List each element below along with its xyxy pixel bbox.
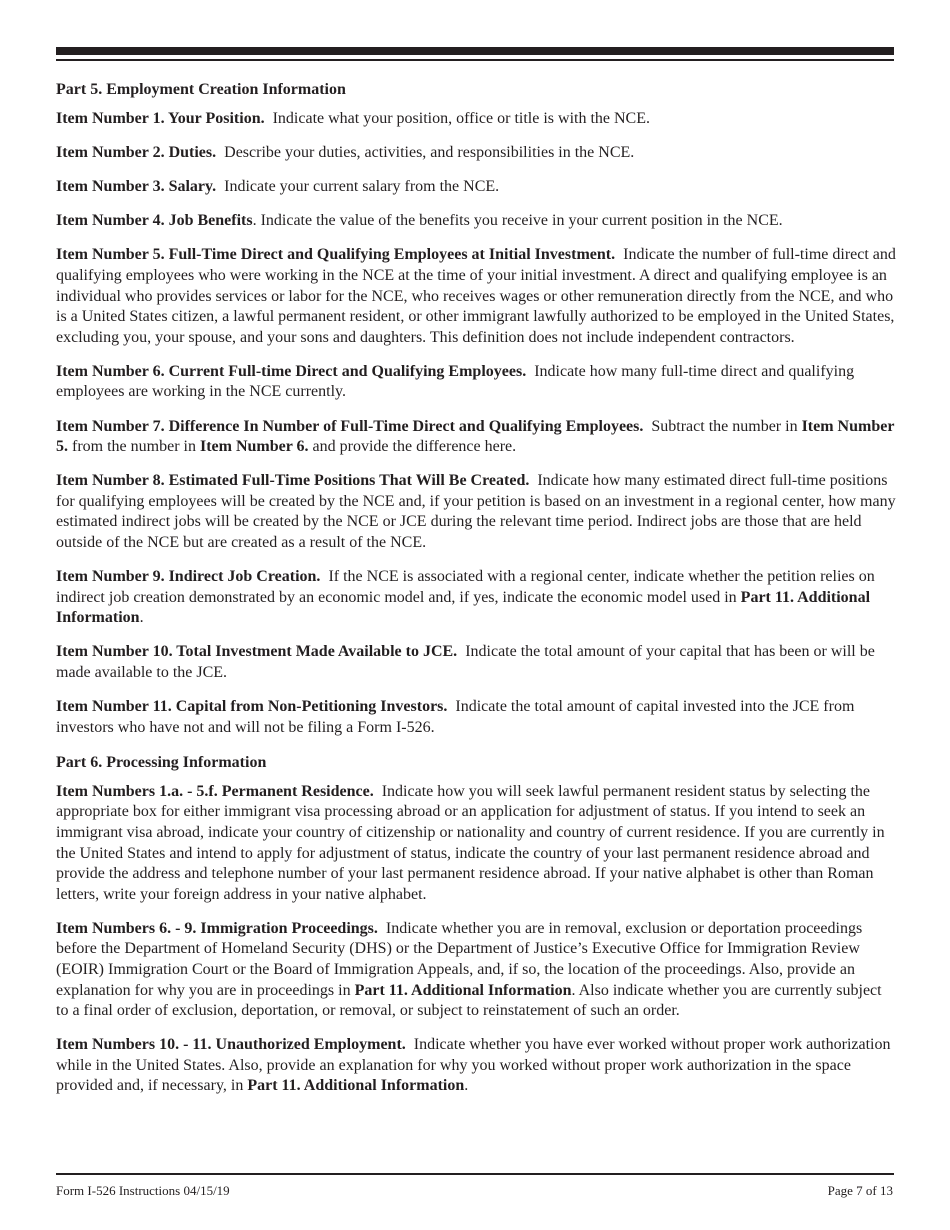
page-content bbox=[56, 79, 896, 1111]
item-text: Indicate what your position, office or title is with the NCE. bbox=[272, 110, 650, 127]
item-text: Describe your duties, activities, and responsibilities in the NCE. bbox=[224, 144, 635, 162]
item-p5-8 bbox=[56, 471, 896, 553]
item-reference: Part 11. Additional Information bbox=[354, 981, 572, 999]
item-p6-1 bbox=[56, 782, 896, 906]
item-p6-2 bbox=[56, 919, 896, 1022]
part6-heading: Part 6. Processing Information bbox=[56, 753, 267, 771]
item-title: Item Number 8. Estimated Full-Time Positions That Will Be Created. bbox=[56, 472, 530, 490]
item-title: Item Number 10. Total Investment Made Available to JCE. bbox=[56, 643, 458, 661]
item-title: Item Numbers 1.a. - 5.f. Permanent Residence. bbox=[56, 782, 374, 800]
item-title: Item Number 4. Job Benefits bbox=[56, 212, 253, 230]
item-text: Indicate your current salary from the NCE. bbox=[224, 178, 500, 196]
item-title: Item Numbers 10. - 11. Unauthorized Employment. bbox=[56, 1036, 406, 1054]
item-text: Indicate the total amount of capital invested into the JCE from investors who have not and will not be filing a Form I-526. bbox=[56, 698, 855, 736]
footer-rule bbox=[56, 1173, 894, 1175]
footer-form-name: Form I-526 Instructions 04/15/19 bbox=[56, 1183, 230, 1198]
item-text: Indicate the total amount of your capital that has been or will be made available to the JCE. bbox=[56, 643, 875, 681]
item-text: Indicate how you will seek lawful permanent resident status by selecting the appropriate box for either immigrant visa processing abroad or an application for adjustment of status. If you intend to seek an immigrant visa abroad, indicate your country of citizenship or nationality and country of current residence. If you are currently in the United States and intend to apply for adjustment of status, indicate the country of your last permanent residence abroad and provide the address and telephone number of your last permanent residence abroad. If your native alphabet is other than Roman letters, write your foreign address in your native alphabet. bbox=[56, 782, 885, 903]
item-p5-6 bbox=[56, 362, 896, 403]
item-p5-2 bbox=[56, 143, 896, 164]
item-text: Indicate how many full-time direct and qualifying employees are working in the NCE currently. bbox=[56, 362, 855, 401]
item-p5-7 bbox=[56, 417, 896, 458]
part5-heading: Part 5. Employment Creation Information bbox=[56, 81, 346, 98]
item-title: Item Number 3. Salary. bbox=[56, 178, 217, 196]
item-text: Indicate whether you have ever worked without proper work authorization while in the United States. Also, provide an explanation for why you worked without proper work authorization in the space provided and, if necessary, in bbox=[56, 1036, 891, 1095]
item-text: Indicate how many estimated direct full-time positions for qualifying employees will be created by the NCE and, if your petition is based on an investment in a regional center, how many estimated indirect jobs will be created by the NCE or JCE during the relevant time period. Indirect jobs are those that are held outside of the NCE but are created as a result of the NCE. bbox=[56, 472, 896, 551]
item-title: Item Number 9. Indirect Job Creation. bbox=[56, 568, 321, 586]
item-title: Item Numbers 6. - 9. Immigration Proceedings. bbox=[56, 919, 378, 937]
item-title: Item Number 1. Your Position. bbox=[56, 110, 265, 127]
item-text: Indicate the number of full-time direct and qualifying employees who were working in the NCE at the time of your initial investment. A direct and qualifying employee is an individual who provides services or labor for the NCE, who receives wages or other remuneration directly from the NCE, and who is a United States citizen, a lawful permanent resident, or other immigrant lawfully authorized to be employed in the United States, excluding you, your spouse, and your sons and daughters. This definition does not include independent contractors. bbox=[56, 246, 896, 346]
item-p5-5 bbox=[56, 245, 896, 348]
header-thin-rule bbox=[56, 59, 894, 61]
item-text: If the NCE is associated with a regional center, indicate whether the petition relies on indirect job creation demonstrated by an economic model and, if yes, indicate the economic model used in bbox=[56, 568, 875, 606]
item-text: from the number in bbox=[72, 438, 196, 456]
item-text: and provide the difference here. bbox=[312, 438, 517, 456]
item-p5-10 bbox=[56, 642, 896, 683]
item-reference: Item Number 5. bbox=[56, 417, 895, 456]
item-reference: Part 11. Additional Information bbox=[56, 588, 871, 627]
item-p5-3 bbox=[56, 177, 896, 198]
item-title: Item Number 6. Current Full-time Direct and Qualifying Employees. bbox=[56, 362, 527, 380]
item-p6-3 bbox=[56, 1035, 896, 1097]
footer-page-number: Page 7 of 13 bbox=[827, 1183, 893, 1198]
item-p5-4 bbox=[56, 211, 896, 232]
item-text-end: . bbox=[464, 1077, 469, 1095]
item-p5-1 bbox=[56, 109, 896, 130]
item-p5-9 bbox=[56, 567, 896, 629]
header-thick-rule bbox=[56, 47, 894, 55]
item-title: Item Number 7. Difference In Number of Full-Time Direct and Qualifying Employees. bbox=[56, 417, 644, 435]
item-text: Subtract the number in bbox=[651, 417, 798, 435]
item-text: . Also indicate whether you are currently subject to a final order of exclusion, deportation, or removal, or subject to reinstatement of such an order. bbox=[56, 981, 882, 1020]
item-title: Item Number 2. Duties. bbox=[56, 144, 217, 162]
item-title: Item Number 11. Capital from Non-Petitioning Investors. bbox=[56, 698, 448, 716]
item-text: . Indicate the value of the benefits you receive in your current position in the NCE. bbox=[252, 212, 783, 230]
item-reference: Part 11. Additional Information bbox=[247, 1077, 465, 1095]
item-title: Item Number 5. Full-Time Direct and Qualifying Employees at Initial Investment. bbox=[56, 246, 616, 264]
item-reference: Item Number 6. bbox=[199, 438, 309, 456]
item-text-end: . bbox=[139, 609, 144, 627]
item-p5-11 bbox=[56, 697, 896, 738]
item-text: Indicate whether you are in removal, exclusion or deportation proceedings before the Department of Homeland Security (DHS) or the Department of Justice’s Executive Office for Immigration Review (EOIR) Immigration Court or the Board of Immigration Appeals, and, if so, the location of the proceedings. Also, provide an explanation for why you are in proceedings in bbox=[56, 919, 863, 999]
